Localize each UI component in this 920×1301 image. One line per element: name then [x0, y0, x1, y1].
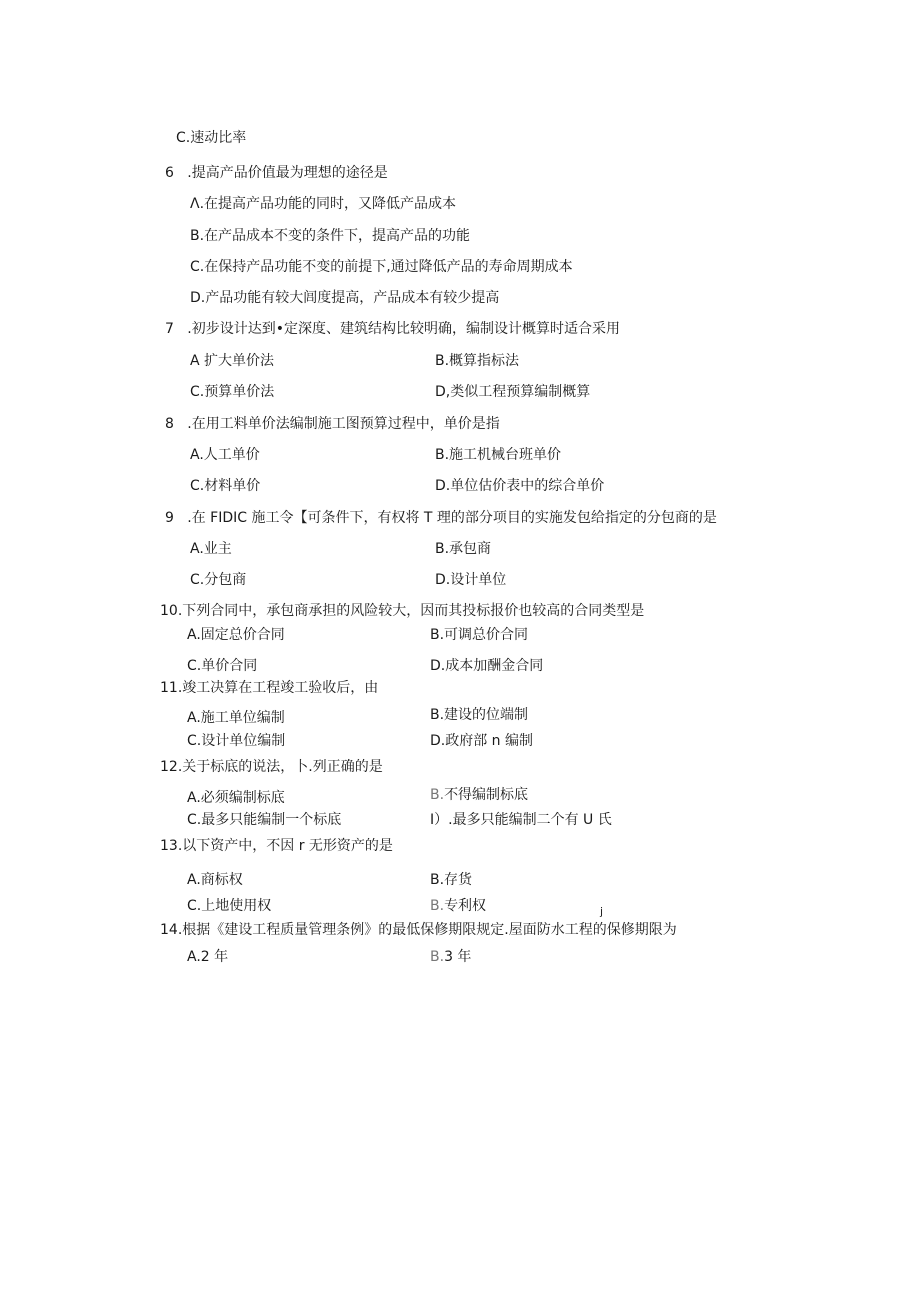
q11-option-d: D.政府部 n 编制: [430, 733, 534, 749]
q13-option-b: B.存货: [430, 872, 473, 888]
q9-option-b: B.承包商: [435, 541, 492, 557]
q6-option-b: B.在产品成本不变的条件下，提高产品的功能: [190, 228, 471, 244]
question-13: 13.以下资产中，不因 r 无形资产的是: [160, 838, 393, 854]
q13-option-c: C.上地使用权: [187, 898, 272, 914]
question-8: 8 .在用工料单价法编制施工图预算过程中，单价是指: [165, 416, 500, 432]
q13-option-a: A.商标权: [187, 872, 243, 888]
q12-option-c: C.最多只能编制一个标底: [187, 812, 342, 828]
q12-option-b-letter: B.: [430, 787, 445, 803]
q9-option-c: C.分包商: [190, 572, 247, 588]
q14-option-b: [430, 948, 471, 966]
q11-option-c: C.设计单位编制: [187, 733, 286, 749]
q7-option-b: B.概算指标法: [435, 353, 520, 369]
q7-option-a: A 扩大单价法: [190, 353, 275, 369]
q8-option-b: B.施工机械台班单价: [435, 447, 562, 463]
stray-mark: j: [600, 905, 604, 918]
q12-option-d: I）.最多只能编制二个有 U 氏: [430, 812, 612, 828]
q13-option-d-letter: B.: [430, 898, 445, 914]
q6-option-a: Λ.在提高产品功能的同时，又降低产品成本: [190, 196, 457, 212]
q12-option-b-text: 不得编制标底: [444, 787, 529, 803]
q10-option-b: B.可调总价合同: [430, 627, 529, 643]
q12-option-b: [430, 786, 528, 804]
q14-option-a: A.2 年: [187, 949, 229, 965]
question-14: 14.根据《建设工程质量管理条例》的最低保修期限规定.屋面防水工程的保修期限为: [160, 922, 677, 938]
question-9: 9 .在 FIDIC 施工令【可条件下，有权将 T 理的部分项目的实施发包给指定的分包商的是: [165, 510, 717, 526]
q8-option-a: A.人工单价: [190, 447, 260, 463]
question-12: 12.关于标底的说法，卜.列正确的是: [160, 759, 383, 775]
q7-option-d: D,类似工程预算编制概算: [435, 384, 591, 400]
q8-option-d: D.单位估价表中的综合单价: [435, 478, 605, 494]
q8-option-c: C.材料单价: [190, 478, 261, 494]
q11-option-a: A.施工单位编制: [187, 710, 285, 726]
q6-option-d: D.产品功能有较大闾度提高，产品成本有较少提高: [190, 290, 500, 306]
question-7: 7 .初步设计达到•定深度、建筑结构比较明确，编制设计概算时适合采用: [165, 321, 620, 337]
question-6: 6 .提高产品价值最为理想的途径是: [165, 165, 388, 181]
q11-option-b: B.建设的位端制: [430, 707, 529, 723]
question-11: 11.竣工决算在工程竣工验收后，由: [160, 680, 379, 696]
question-10: 10.下列合同中，承包商承担的风险较大，因而其投标报价也较高的合同类型是: [160, 603, 645, 619]
q9-option-a: A.业主: [190, 541, 232, 557]
q14-option-b-letter: B.: [430, 949, 445, 965]
q9-option-d: D.设计单位: [435, 572, 507, 588]
q10-option-c: C.单价合同: [187, 658, 258, 674]
q12-option-a: A.必须编制标底: [187, 790, 285, 806]
q10-option-d: D.成本加酬金合同: [430, 658, 544, 674]
q13-option-d-text: 专利权: [444, 898, 487, 914]
q5-option-c: C.速动比率: [176, 130, 247, 146]
q10-option-a: A.固定总价合同: [187, 627, 285, 643]
q6-option-c: C.在保持产品功能不变的前提下,通过降低产品的寿命周期成本: [190, 259, 573, 275]
q7-option-c: C.预算单价法: [190, 384, 275, 400]
q13-option-d: [430, 897, 486, 915]
q14-option-b-text: 3 年: [444, 949, 472, 965]
